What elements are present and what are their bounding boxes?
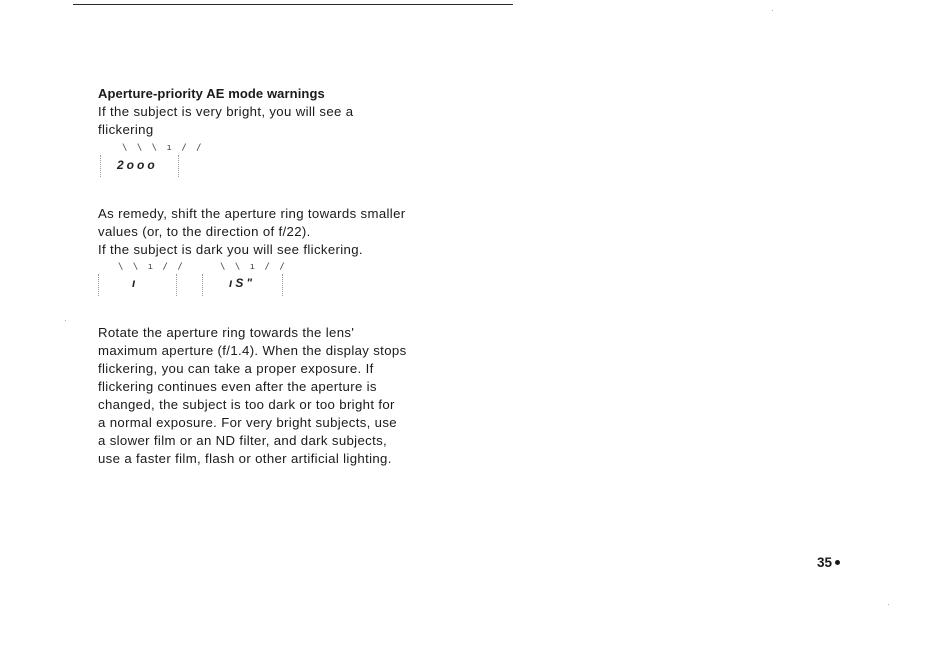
flicker-marks-left: \ \ ı / / bbox=[118, 262, 185, 272]
paragraph-rotate-aperture bbox=[98, 324, 407, 468]
scan-speck bbox=[65, 320, 66, 321]
text-line: changed, the subject is too dark or too bright for bbox=[98, 397, 395, 412]
flicker-marks-right: \ \ ı / / bbox=[220, 262, 287, 272]
text-line: As remedy, shift the aperture ring towards smaller bbox=[98, 206, 406, 221]
flicker-marks: \ \ \ ı / / bbox=[122, 143, 204, 153]
scan-speck bbox=[772, 10, 773, 11]
text-line: If the subject is very bright, you will see a bbox=[98, 104, 354, 119]
text-line: flickering bbox=[98, 122, 154, 137]
display-bracket-right bbox=[282, 274, 283, 296]
text-line: use a faster film, flash or other artificial lighting. bbox=[98, 451, 392, 466]
text-line: Rotate the aperture ring towards the lens' bbox=[98, 325, 355, 340]
shutter-speed-readout: 2ooo bbox=[117, 158, 158, 172]
display-bracket-mid bbox=[202, 274, 203, 296]
text-line: flickering continues even after the aperture is bbox=[98, 379, 377, 394]
readout-right: ıS" bbox=[229, 276, 256, 290]
display-bracket-left bbox=[100, 155, 101, 177]
readout-left: ı bbox=[132, 276, 139, 290]
top-rule bbox=[73, 4, 513, 5]
text-line: If the subject is dark you will see flickering. bbox=[98, 242, 363, 257]
text-line: flickering, you can take a proper exposure. If bbox=[98, 361, 374, 376]
section-heading: Aperture-priority AE mode warnings bbox=[98, 86, 325, 101]
bullet-dot-icon bbox=[835, 560, 840, 565]
page-number-text: 35 bbox=[817, 555, 833, 570]
display-bracket-right bbox=[178, 155, 179, 177]
page-number bbox=[817, 555, 840, 570]
paragraph-bright-warning bbox=[98, 103, 353, 139]
text-line: maximum aperture (f/1.4). When the display stops bbox=[98, 343, 407, 358]
paragraph-remedy bbox=[98, 205, 406, 259]
display-bracket-mid bbox=[176, 274, 177, 296]
display-bracket-left bbox=[98, 274, 99, 296]
text-line: a slower film or an ND filter, and dark subjects, bbox=[98, 433, 388, 448]
scan-speck bbox=[888, 604, 889, 605]
text-line: a normal exposure. For very bright subjects, use bbox=[98, 415, 397, 430]
text-line: values (or, to the direction of f/22). bbox=[98, 224, 311, 239]
